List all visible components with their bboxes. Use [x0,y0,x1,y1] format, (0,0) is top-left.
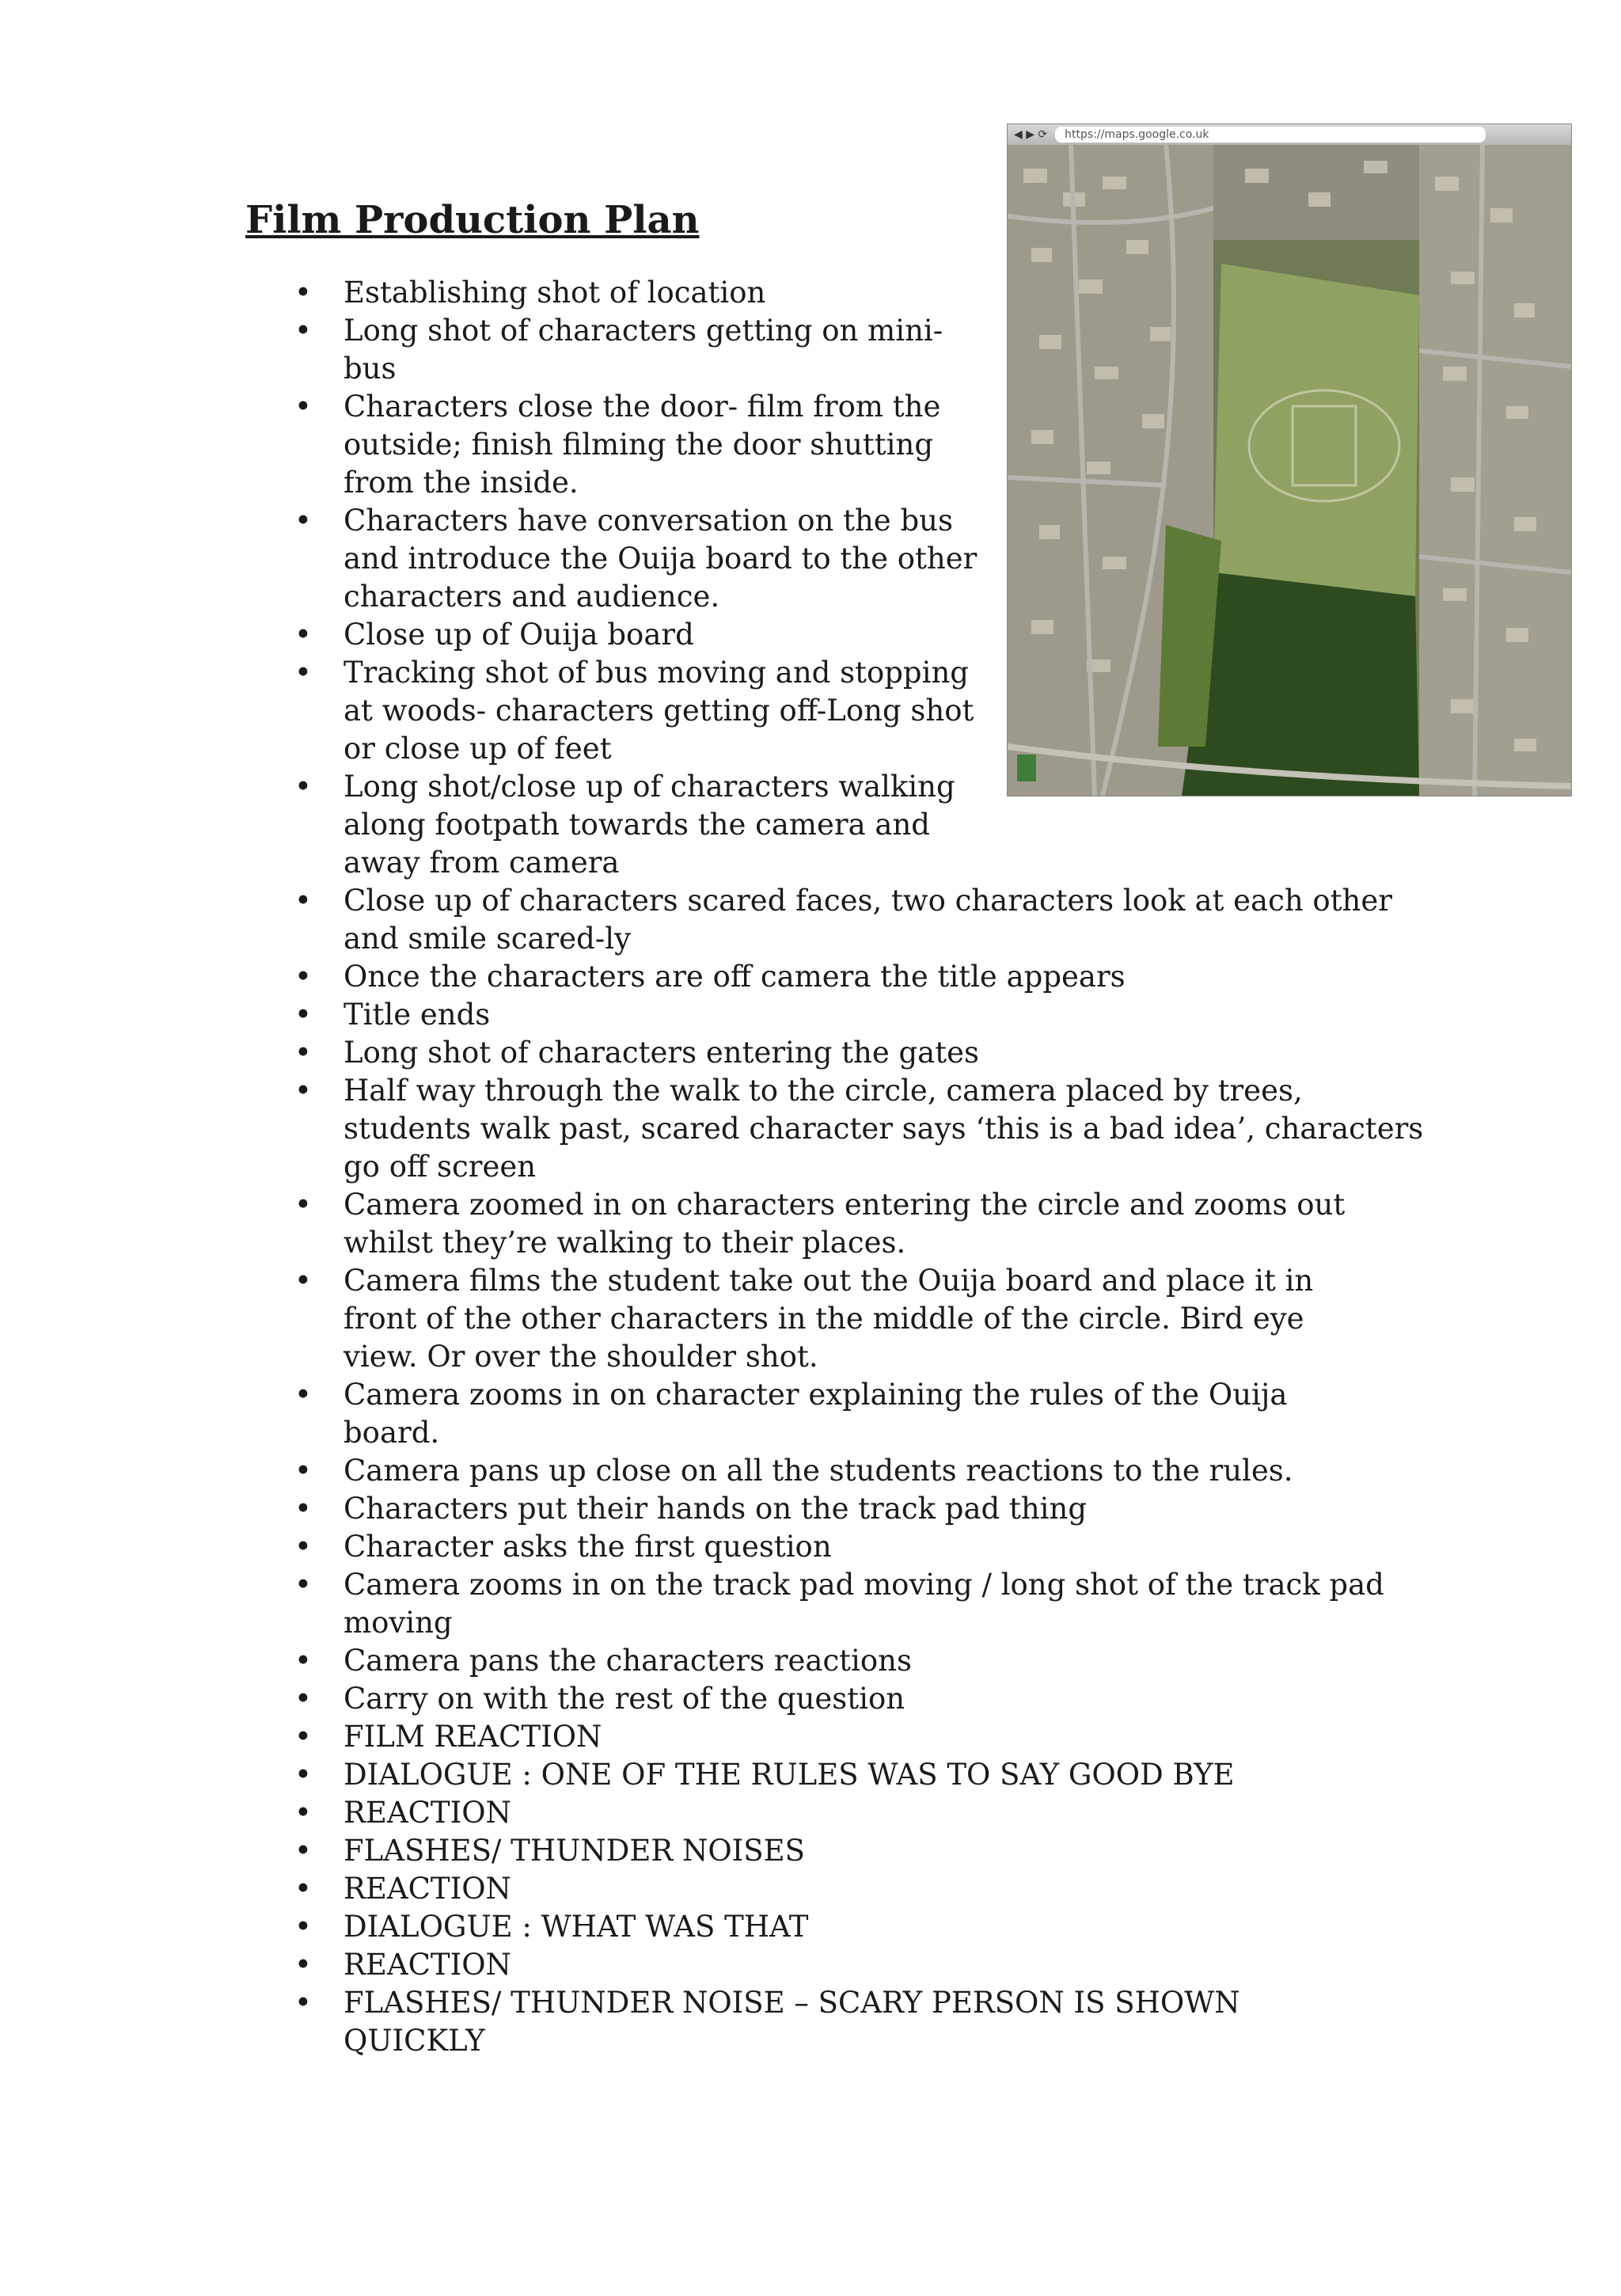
list-item: • DIALOGUE : WHAT WAS THAT [294,1908,1387,1946]
list-item: • Long shot/close up of characters walking along footpath towards the camera and away from camera [294,768,981,882]
list-item: • Camera zooms in on character explaining the rules of the Ouija board. [294,1376,1387,1452]
shot-list-part-3 [294,1718,1387,2060]
shot-list-part-2 [294,1262,1387,1718]
list-item: • REACTION [294,1946,1387,1984]
list-item: • Tracking shot of bus moving and stopping at woods- characters getting off-Long shot or close up of feet [294,654,981,768]
list-item: • DIALOGUE : ONE OF THE RULES WAS TO SAY GOOD BYE [294,1756,1387,1794]
list-item: • Half way through the walk to the circle, camera placed by trees, students walk past, scared character says ‘this is a bad idea’, characters go off screen [294,1072,1436,1186]
list-item: • Once the characters are off camera the title appears [294,958,1436,996]
list-item: • Camera pans the characters reactions [294,1642,1387,1680]
list-item: • Camera pans up close on all the students reactions to the rules. [294,1452,1387,1490]
list-item: • Camera films the student take out the Ouija board and place it in front of the other characters in the middle of the circle. Bird eye view. Or over the shoulder shot. [294,1262,1387,1376]
list-item: • Characters close the door- film from the outside; finish filming the door shutting from the inside. [294,388,981,502]
list-item: • Long shot of characters entering the gates [294,1034,1436,1072]
browser-url: https://maps.google.co.uk [1055,127,1486,143]
list-item: • FLASHES/ THUNDER NOISE – SCARY PERSON IS SHOWN QUICKLY [294,1984,1387,2060]
list-item: • REACTION [294,1870,1387,1908]
list-item: • FLASHES/ THUNDER NOISES [294,1832,1387,1870]
list-item: • Characters put their hands on the track pad thing [294,1490,1387,1528]
browser-address-bar [1008,124,1571,145]
list-item: • Establishing shot of location [294,274,981,312]
list-item: • Close up of Ouija board [294,616,981,654]
list-item: • Camera zoomed in on characters entering the circle and zooms out whilst they’re walking to their places. [294,1186,1436,1262]
list-item: • Character asks the first question [294,1528,1387,1566]
list-item: • Camera zooms in on the track pad moving / long shot of the track pad moving [294,1566,1387,1642]
shot-list-part-1 [294,274,1424,1262]
list-item: • Long shot of characters getting on mini-bus [294,312,981,388]
list-item: • Carry on with the rest of the question [294,1680,1387,1718]
browser-controls-icon: ◀ ▶ ⟳ [1014,128,1048,141]
list-item: • REACTION [294,1794,1387,1832]
list-item: • FILM REACTION [294,1718,1387,1756]
list-item: • Close up of characters scared faces, two characters look at each other and smile scared-ly [294,882,1436,958]
list-item: • Title ends [294,996,1436,1034]
list-item: • Characters have conversation on the bus and introduce the Ouija board to the other characters and audience. [294,502,981,616]
page-title: Film Production Plan [245,198,700,242]
